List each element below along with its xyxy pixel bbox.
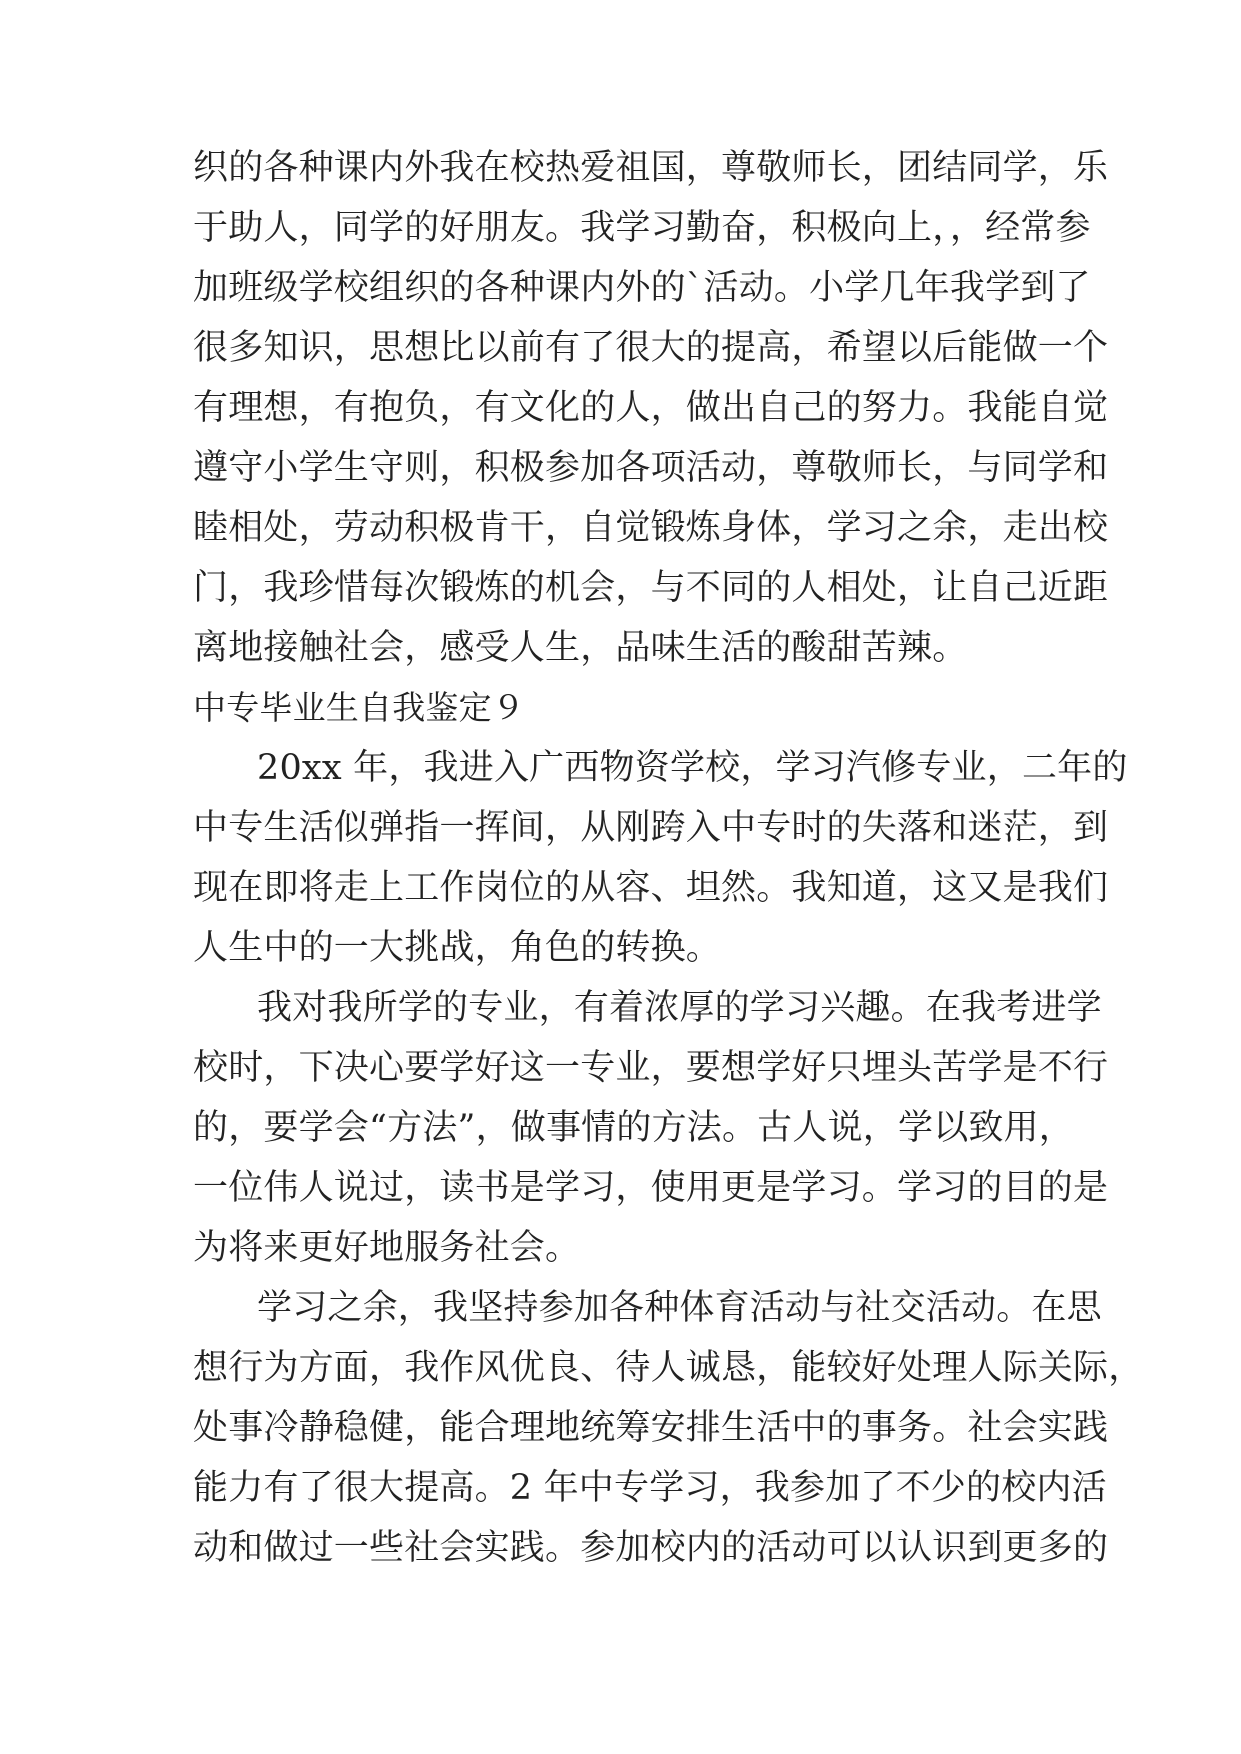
body-text-line: 动和做过一些社会实践。参加校内的活动可以认识到更多的	[193, 1528, 1109, 1568]
paragraph-first-line: 20xx 年，我进入广西物资学校，学习汽修专业，二年的	[257, 748, 1128, 788]
body-text-line: 处事冷静稳健，能合理地统筹安排生活中的事务。社会实践	[193, 1408, 1109, 1448]
paragraph-first-line: 我对我所学的专业，有着浓厚的学习兴趣。在我考进学	[257, 988, 1102, 1028]
body-text-line: 为将来更好地服务社会。	[193, 1228, 581, 1268]
paragraph-first-line: 学习之余，我坚持参加各种体育活动与社交活动。在思	[257, 1288, 1102, 1328]
body-text-line: 于助人，同学的好朋友。我学习勤奋，积极向上，，经常参	[193, 208, 1091, 248]
body-text-line: 中专生活似弹指一挥间，从刚跨入中专时的失落和迷茫，到	[193, 808, 1109, 848]
body-text-line: 织的各种课内外我在校热爱祖国，尊敬师长，团结同学，乐	[193, 148, 1109, 188]
body-text-line: 能力有了很大提高。2 年中专学习，我参加了不少的校内活	[193, 1468, 1107, 1508]
body-text-line: 很多知识，思想比以前有了很大的提高，希望以后能做一个	[193, 328, 1109, 368]
body-text-line: 的，要学会“方法”，做事情的方法。古人说，学以致用，	[193, 1108, 1074, 1148]
body-text-line: 门，我珍惜每次锻炼的机会，与不同的人相处，让自己近距	[193, 568, 1109, 608]
body-text-line: 睦相处，劳动积极肯干，自觉锻炼身体，学习之余，走出校	[193, 508, 1109, 548]
body-text-line: 一位伟人说过，读书是学习，使用更是学习。学习的目的是	[193, 1168, 1109, 1208]
body-text-line: 现在即将走上工作岗位的从容、坦然。我知道，这又是我们	[193, 868, 1109, 908]
body-text-line: 人生中的一大挑战，角色的转换。	[193, 928, 722, 968]
body-text-line: 加班级学校组织的各种课内外的`活动。小学几年我学到了	[193, 268, 1091, 308]
section-heading: 中专毕业生自我鉴定９	[193, 688, 525, 727]
body-text-line: 想行为方面，我作风优良、待人诚恳，能较好处理人际关际，	[193, 1348, 1144, 1388]
body-text-line: 离地接触社会，感受人生，品味生活的酸甜苦辣。	[193, 628, 968, 668]
body-text-line: 校时，下决心要学好这一专业，要想学好只埋头苦学是不行	[193, 1048, 1109, 1088]
body-text-line: 遵守小学生守则，积极参加各项活动，尊敬师长，与同学和	[193, 448, 1109, 488]
body-text-line: 有理想，有抱负，有文化的人，做出自己的努力。我能自觉	[193, 388, 1109, 428]
